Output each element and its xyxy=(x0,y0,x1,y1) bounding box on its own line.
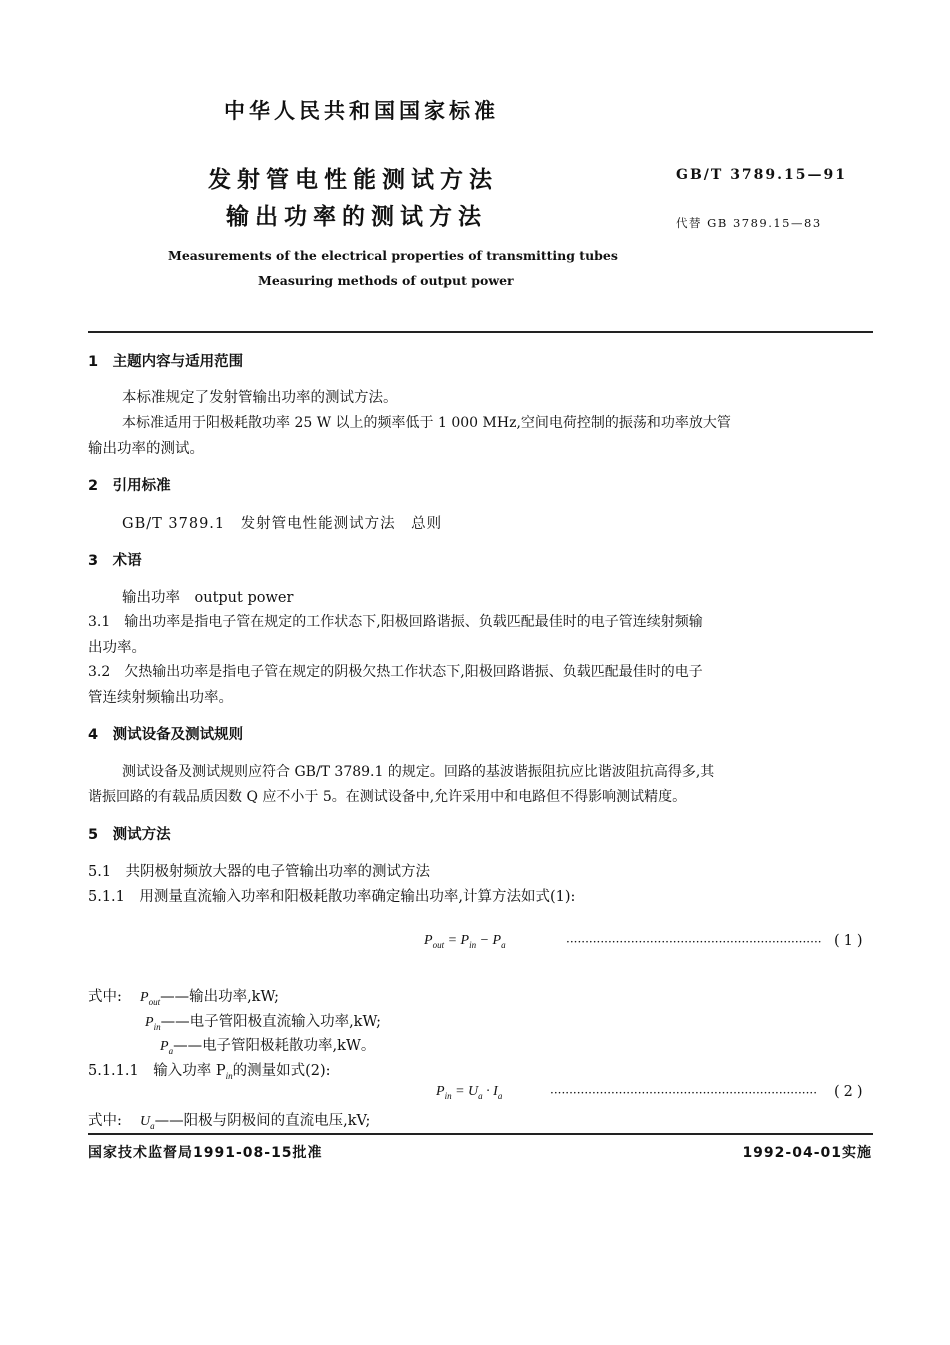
national-standard-label: 中华人民共和国国家标准 xyxy=(224,99,499,123)
replaces-code: 代替 GB 3789.15—83 xyxy=(676,216,822,230)
equation-2-leader: ······································································ xyxy=(550,1086,818,1100)
definition-3-1-cont: 出功率。 xyxy=(88,640,146,656)
definition-3-1: 3.1 输出功率是指电子管在规定的工作状态下,阳极回路谐振、负载匹配最佳时的电子管连续射频输 xyxy=(88,614,703,630)
equation-1: $P_{out} = P_{in} - P_a$ xyxy=(424,933,506,950)
where-item-pa: $P_a——$电子管阳极耗散功率,kW。 xyxy=(160,1038,376,1056)
header-rule xyxy=(88,331,873,333)
footer-rule xyxy=(88,1133,873,1135)
section-5-heading: 5 测试方法 xyxy=(88,827,171,843)
where-item-pout: $P_{out}——$输出功率,kW; xyxy=(140,989,280,1007)
section-1-heading: 1 主题内容与适用范围 xyxy=(88,354,244,370)
effective-date: 1992-04-01实施 xyxy=(742,1145,872,1161)
section-2-heading: 2 引用标准 xyxy=(88,478,171,494)
definition-3-2: 3.2 欠热输出功率是指电子管在规定的阴极欠热工作状态下,阳极回路谐振、负载匹配最佳时的电子 xyxy=(88,664,703,680)
approval-date: 国家技术监督局1991-08-15批准 xyxy=(88,1145,323,1161)
section-1-paragraph-1: 本标准规定了发射管输出功率的测试方法。 xyxy=(122,390,398,406)
section-4-heading: 4 测试设备及测试规则 xyxy=(88,727,244,743)
standard-code: GB/T 3789.15—91 xyxy=(676,167,847,183)
subsection-5-1: 5.1 共阴极射频放大器的电子管输出功率的测试方法 xyxy=(88,864,431,880)
section-1-paragraph-2-cont: 输出功率的测试。 xyxy=(88,441,204,457)
term-output-power: 输出功率 output power xyxy=(122,590,294,606)
where-item-ua: $U_a——$阳极与阴极间的直流电压,kV; xyxy=(140,1113,371,1131)
document-title-line1: 发射管电性能测试方法 xyxy=(208,167,498,193)
normative-reference: GB/T 3789.1 发射管电性能测试方法 总则 xyxy=(122,516,443,532)
english-title-line2: Measuring methods of output power xyxy=(258,273,514,288)
equation-1-number: (1) xyxy=(834,933,867,949)
section-1-paragraph-2: 本标准适用于阳极耗散功率 25 W 以上的频率低于 1 000 MHz,空间电荷控制的振荡和功率放大管 xyxy=(122,415,731,431)
subsection-5-1-1: 5.1.1 用测量直流输入功率和阳极耗散功率确定输出功率,计算方法如式(1): xyxy=(88,889,576,905)
section-3-heading: 3 术语 xyxy=(88,553,142,569)
definition-3-2-cont: 管连续射频输出功率。 xyxy=(88,690,233,706)
section-4-paragraph-cont: 谐振回路的有载品质因数 Q 应不小于 5。在测试设备中,允许采用中和电路但不得影响测试精度。 xyxy=(88,789,687,805)
section-4-paragraph: 测试设备及测试规则应符合 GB/T 3789.1 的规定。回路的基波谐振阻抗应比谐波阻抗高得多,其 xyxy=(122,764,715,780)
english-title-line1: Measurements of the electrical properties of transmitting tubes xyxy=(168,248,618,263)
equation-2: $P_{in} = U_a \cdot I_a$ xyxy=(436,1084,503,1101)
where-label-1: 式中: xyxy=(88,989,122,1005)
subsection-5-1-1-1: 5.1.1.1 输入功率 $P_{in}$的测量如式(2): xyxy=(88,1063,331,1081)
where-item-pin: $P_{in}——$电子管阳极直流输入功率,kW; xyxy=(145,1014,382,1032)
equation-1-leader: ··································································· xyxy=(566,935,822,949)
document-title-line2: 输出功率的测试方法 xyxy=(226,204,487,230)
where-label-2: 式中: xyxy=(88,1113,122,1129)
equation-2-number: (2) xyxy=(834,1084,867,1100)
